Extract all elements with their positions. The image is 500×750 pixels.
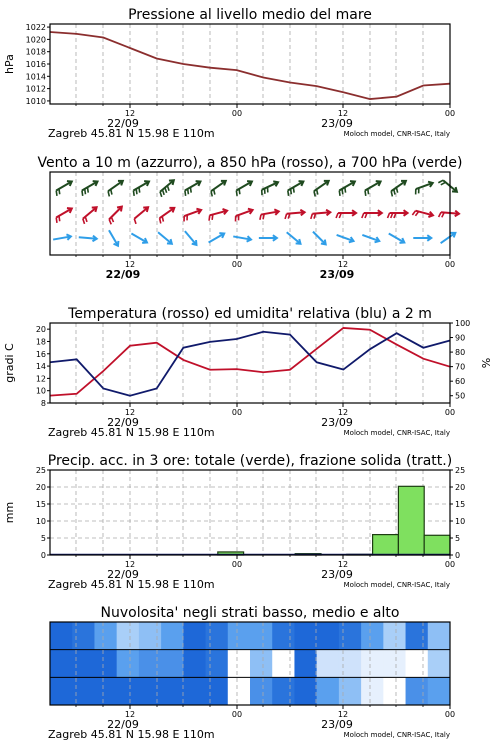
cloud-cell — [206, 650, 229, 678]
cloud-cell — [94, 677, 117, 705]
wind-barb — [139, 187, 140, 192]
wind-barb — [83, 219, 85, 224]
cloud-cell — [161, 677, 184, 705]
x-tick-label: 12 — [337, 560, 349, 569]
date-label: 22/09 — [107, 718, 139, 731]
x-tick-label: 12 — [337, 408, 349, 417]
wind-barb — [368, 189, 369, 194]
wind-barb — [185, 191, 186, 196]
plot-frame — [50, 24, 450, 104]
wind-arrow — [391, 181, 406, 197]
wind-arrow — [108, 181, 123, 197]
wind-barb — [212, 215, 213, 220]
cloud-cell — [272, 622, 295, 650]
y-tick-label: 10 — [35, 517, 46, 526]
wind-barb — [236, 191, 237, 196]
wind-arrow — [337, 235, 354, 242]
wind-arrow — [439, 211, 459, 218]
cloud-cell — [94, 650, 117, 678]
location-label: Zagreb 45.81 N 15.98 E 110m — [48, 426, 215, 439]
wind-arrow — [56, 181, 72, 196]
cloud-cell — [339, 677, 362, 705]
wind-arrow — [287, 232, 301, 244]
y-tick-label: 14 — [35, 362, 46, 372]
cloud-cell — [50, 622, 73, 650]
y-tick-label: 16 — [35, 349, 46, 359]
y-right-tick-label: 5 — [455, 534, 461, 543]
cloud-cell — [428, 650, 451, 678]
cloud-cell — [250, 622, 273, 650]
wind-barb — [165, 188, 167, 193]
wind-barb — [87, 187, 88, 192]
x-tick-label: 00 — [231, 710, 243, 719]
cloud-cell — [117, 650, 140, 678]
wind-arrow — [209, 233, 225, 242]
x-tick-label: 00 — [444, 560, 456, 569]
x-tick-label: 00 — [231, 408, 243, 417]
wind-barb — [438, 180, 443, 183]
wind-barb — [85, 189, 86, 194]
wind-shaft — [287, 232, 301, 244]
cloud-cell — [94, 622, 117, 650]
wind-barb — [365, 191, 366, 196]
wind-shaft — [313, 232, 326, 245]
wind-barb — [214, 189, 215, 194]
wind-arrow — [82, 181, 98, 196]
wind-barb — [59, 216, 60, 221]
cloud-cell — [339, 650, 362, 678]
wind-shaft — [109, 230, 118, 246]
wind-arrow — [311, 210, 330, 219]
x-tick-label: 00 — [231, 260, 243, 269]
wind-arrow — [131, 234, 147, 243]
y-tick-label: 0 — [40, 551, 46, 560]
wind-barb — [160, 192, 162, 197]
y-right-tick-label: 20 — [455, 483, 466, 492]
y-tick-label: 1016 — [25, 60, 46, 69]
x-tick-label: 12 — [337, 109, 349, 118]
precip-bar — [398, 486, 424, 555]
x-tick-label: 00 — [231, 109, 243, 118]
wind-barb — [345, 187, 346, 192]
pressure-line — [50, 32, 450, 99]
wind-barb — [311, 214, 313, 219]
wind-barb — [209, 215, 210, 220]
wind-arrow — [362, 235, 379, 242]
cloud-cell — [161, 650, 184, 678]
wind-arrow — [209, 209, 227, 221]
location-label: Zagreb 45.81 N 15.98 E 110m — [48, 127, 215, 140]
y-tick-label: 15 — [35, 500, 46, 509]
date-label: 23/09 — [321, 568, 353, 581]
cloud-cell — [317, 677, 340, 705]
wind-arrow — [413, 235, 431, 241]
wind-arrow — [134, 207, 148, 224]
wind-arrow — [365, 181, 381, 196]
cloud-cell — [139, 650, 162, 678]
y-right-tick-label: 90 — [455, 333, 466, 343]
cloud-cell — [294, 650, 317, 678]
wind-arrow — [416, 182, 433, 195]
wind-barb — [291, 189, 292, 194]
wind-barb — [134, 219, 136, 224]
precip-bar — [424, 535, 450, 555]
cloud-cell — [228, 650, 251, 678]
wind-barb — [314, 191, 315, 196]
wind-barb — [260, 215, 261, 220]
cloud-cell — [272, 677, 295, 705]
cloud-cell — [339, 622, 362, 650]
wind-barb — [412, 211, 415, 215]
wind-arrow — [109, 230, 118, 246]
cloud-cell — [206, 677, 229, 705]
wind-barb — [188, 189, 189, 194]
cloud-cell — [406, 650, 429, 678]
wind-barb — [293, 187, 294, 192]
y-tick-label: 1012 — [25, 84, 46, 94]
y-right-tick-label: 100 — [455, 319, 471, 328]
cloud-cell — [383, 650, 406, 678]
cloud-cell — [361, 622, 384, 650]
cloud-cell — [250, 677, 273, 705]
location-label: Zagreb 45.81 N 15.98 E 110m — [48, 578, 215, 591]
cloud-cell — [250, 650, 273, 678]
x-tick-label: 12 — [337, 710, 349, 719]
y-axis-label: gradi C — [3, 343, 16, 383]
wind-arrow — [184, 209, 201, 222]
y-tick-label: 1010 — [25, 96, 46, 106]
wind-barb — [109, 219, 111, 224]
wind-arrow — [236, 181, 252, 196]
wind-arrow — [83, 207, 97, 224]
wind-arrow — [313, 232, 326, 245]
wind-barb — [190, 187, 191, 192]
cloud-cell — [117, 622, 140, 650]
wind-shaft — [441, 233, 456, 243]
wind-arrow — [388, 210, 408, 218]
x-tick-label: 12 — [124, 408, 136, 417]
cloud-cell — [50, 677, 73, 705]
y-tick-label: 5 — [40, 534, 46, 543]
cloud-cell — [294, 622, 317, 650]
y-tick-label: 10 — [35, 386, 46, 396]
date-label: 22/09 — [107, 416, 139, 429]
wind-arrow — [389, 234, 405, 243]
y-right-tick-label: 25 — [455, 466, 466, 475]
cloud-cell — [183, 677, 206, 705]
wind-barb — [391, 191, 392, 196]
cloud-cell — [361, 650, 384, 678]
y-tick-label: 20 — [35, 325, 46, 335]
model-credit: Moloch model, CNR-ISAC, Italy — [343, 429, 450, 437]
wind-barb — [167, 186, 169, 191]
wind-barb — [394, 189, 395, 194]
cloud-cell — [183, 622, 206, 650]
y-tick-label: 18 — [35, 337, 46, 347]
y-tick-label: 8 — [40, 399, 46, 408]
wind-shaft — [131, 234, 147, 243]
y-tick-label: 12 — [35, 374, 46, 384]
chart-title: Temperatura (rosso) ed umidita' relativa (blu) a 2 m — [68, 306, 432, 322]
precip-bar — [373, 535, 399, 555]
y-right-tick-label: 10 — [455, 517, 466, 526]
wind-shaft — [158, 232, 172, 244]
cloud-cell — [117, 677, 140, 705]
x-tick-label: 00 — [444, 408, 456, 417]
wind-barb — [133, 191, 134, 196]
y-right-axis-label: % — [480, 357, 493, 369]
wind-barb — [388, 213, 390, 218]
cloud-cell — [206, 622, 229, 650]
date-label: 23/09 — [321, 718, 353, 731]
cloud-cell — [317, 622, 340, 650]
y-right-tick-label: 70 — [455, 362, 466, 372]
y-tick-label: 20 — [35, 483, 46, 492]
date-label: 22/09 — [107, 568, 139, 581]
wind-barb — [82, 191, 83, 196]
date-label: 22/09 — [107, 117, 139, 130]
cloud-cell — [183, 650, 206, 678]
chart-title: Vento a 10 m (azzurro), a 850 hPa (rosso), a 700 hPa (verde) — [37, 155, 463, 171]
y-tick-label: 25 — [35, 466, 46, 475]
model-credit: Moloch model, CNR-ISAC, Italy — [343, 130, 450, 138]
cloud-cell — [383, 677, 406, 705]
cloud-cell — [228, 622, 251, 650]
cloud-cell — [383, 622, 406, 650]
model-credit: Moloch model, CNR-ISAC, Italy — [343, 731, 450, 739]
cloud-cell — [361, 677, 384, 705]
y-right-tick-label: 0 — [455, 551, 461, 560]
wind-arrow — [160, 208, 175, 224]
wind-shaft — [134, 207, 148, 219]
wind-barb — [211, 191, 212, 196]
y-tick-label: 1020 — [25, 35, 46, 45]
wind-barb — [108, 191, 109, 196]
x-tick-label: 12 — [337, 260, 349, 269]
wind-arrow — [158, 232, 172, 244]
date-label: 22/09 — [105, 268, 141, 281]
wind-arrow — [56, 208, 72, 223]
wind-barb — [285, 214, 287, 219]
wind-barb — [56, 191, 57, 196]
location-label: Zagreb 45.81 N 15.98 E 110m — [48, 728, 215, 741]
wind-arrow — [160, 180, 174, 197]
date-label: 23/09 — [319, 268, 355, 281]
wind-arrow — [109, 207, 122, 225]
wind-barb — [439, 212, 441, 217]
y-right-tick-label: 80 — [455, 348, 466, 358]
wind-arrow — [262, 181, 278, 195]
date-label: 23/09 — [321, 416, 353, 429]
chart-title: Precip. acc. in 3 ore: totale (verde), frazione solida (tratt.) — [47, 453, 453, 469]
wind-arrow — [441, 233, 456, 243]
cloud-cell — [228, 677, 251, 705]
y-right-tick-label: 15 — [455, 500, 466, 509]
wind-barb — [339, 191, 340, 196]
cloud-cell — [139, 677, 162, 705]
wind-shaft — [209, 234, 225, 243]
chart-title: Nuvolosita' negli strati basso, medio e alto — [100, 605, 400, 621]
cloud-cell — [317, 650, 340, 678]
y-tick-label: 1022 — [25, 23, 46, 33]
wind-barb — [59, 189, 60, 194]
wind-arrow — [438, 180, 457, 192]
wind-barb — [415, 211, 418, 215]
y-tick-label: 1014 — [25, 72, 46, 82]
wind-arrow — [133, 181, 149, 196]
wind-barb — [162, 216, 163, 221]
wind-barb — [336, 213, 338, 218]
wind-barb — [111, 217, 113, 222]
wind-arrow — [236, 209, 253, 222]
wind-arrow — [211, 181, 226, 197]
x-tick-label: 00 — [231, 560, 243, 569]
wind-arrow — [79, 236, 97, 242]
wind-arrow — [362, 210, 382, 218]
x-tick-label: 12 — [124, 109, 136, 118]
x-tick-label: 12 — [124, 710, 136, 719]
x-tick-label: 12 — [124, 560, 136, 569]
cloud-cell — [50, 650, 73, 678]
y-right-tick-label: 60 — [455, 377, 466, 387]
wind-arrow — [185, 231, 197, 245]
wind-arrow — [336, 210, 356, 218]
date-label: 23/09 — [321, 117, 353, 130]
wind-barb — [85, 217, 87, 222]
wind-barb — [263, 214, 264, 219]
cloud-cell — [428, 622, 451, 650]
wind-barb — [111, 189, 112, 194]
cloud-cell — [272, 650, 295, 678]
x-tick-label: 12 — [124, 260, 136, 269]
wind-shaft — [185, 231, 197, 245]
y-axis-label: hPa — [3, 54, 16, 74]
wind-arrow — [285, 210, 304, 219]
y-axis-label: mm — [3, 501, 16, 524]
y-right-tick-label: 50 — [455, 391, 466, 401]
wind-barb — [56, 218, 57, 223]
wind-barb — [162, 190, 164, 195]
cloud-cell — [428, 677, 451, 705]
wind-barb — [362, 213, 364, 218]
x-tick-label: 00 — [444, 260, 456, 269]
wind-shaft — [389, 234, 405, 243]
wind-barb — [160, 218, 161, 223]
wind-arrow — [233, 236, 251, 242]
cloud-cell — [406, 622, 429, 650]
x-tick-label: 00 — [444, 710, 456, 719]
chart-title: Pressione al livello medio del mare — [128, 7, 372, 23]
wind-barb — [136, 189, 137, 194]
cloud-cell — [161, 622, 184, 650]
y-tick-label: 1018 — [25, 47, 46, 57]
model-credit: Moloch model, CNR-ISAC, Italy — [343, 581, 450, 589]
wind-arrow — [339, 181, 355, 196]
cloud-cell — [406, 677, 429, 705]
wind-barb — [288, 191, 289, 196]
cloud-cell — [139, 622, 162, 650]
x-tick-label: 00 — [444, 109, 456, 118]
wind-barb — [441, 182, 446, 185]
wind-barb — [342, 189, 343, 194]
wind-arrow — [259, 235, 277, 241]
wind-barb — [396, 187, 397, 192]
wind-barb — [317, 189, 318, 194]
cloud-cell — [294, 677, 317, 705]
wind-arrow — [185, 181, 201, 196]
wind-arrow — [53, 234, 71, 240]
wind-barb — [239, 189, 240, 194]
